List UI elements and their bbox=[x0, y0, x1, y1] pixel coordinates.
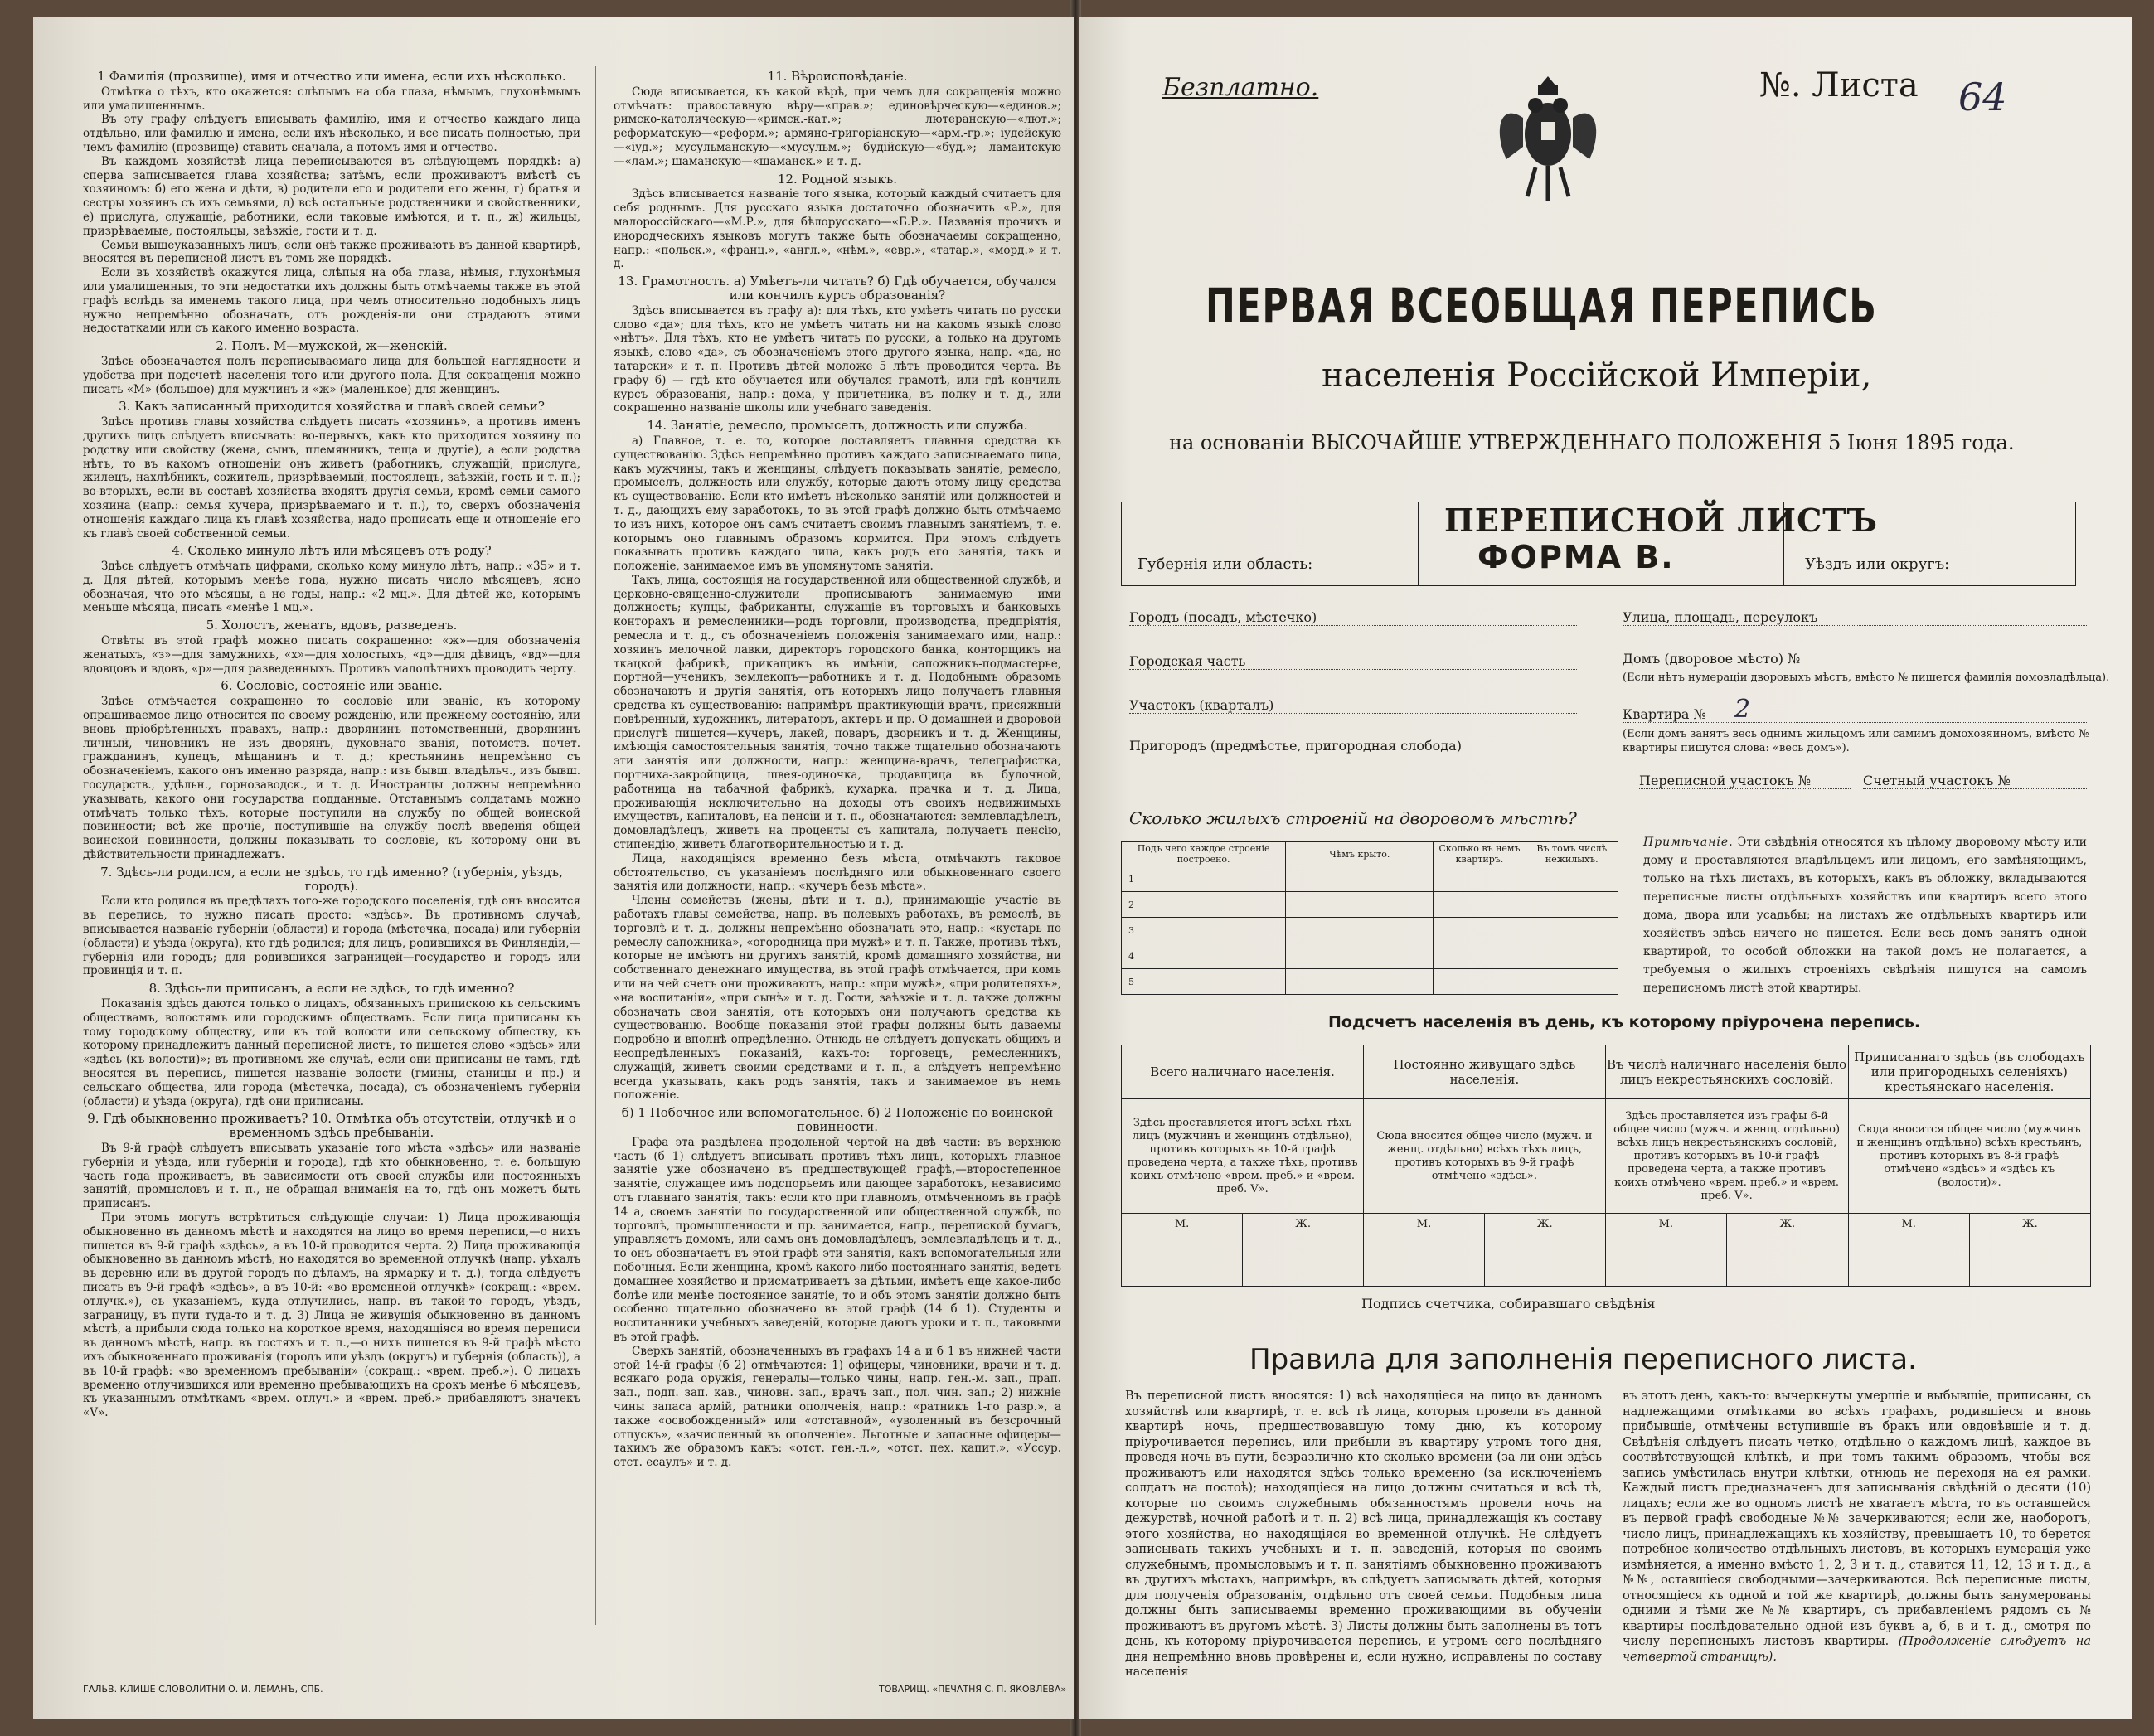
table-cell[interactable] bbox=[1434, 918, 1526, 943]
field-town[interactable]: Городъ (посадъ, мѣстечко) bbox=[1129, 609, 1577, 626]
count-header-cell: Приписаннаго здѣсь (въ слободахъ или пригородныхъ селеніяхъ) крестьянскаго населенія. bbox=[1848, 1045, 2090, 1099]
instructions-column-a bbox=[83, 66, 580, 1420]
field-count-plot[interactable]: Счетный участокъ № bbox=[1863, 773, 2087, 789]
instruction-paragraph: Отмѣтка о тѣхъ, кто окажется: слѣпымъ на оба глаза, нѣмымъ, глухонѣмымъ или умалишеннымъ. bbox=[83, 85, 580, 113]
instruction-paragraph: Здѣсь отмѣчается сокращенно то сословіе или званіе, къ которому опрашиваемое лицо относится по своему рожденію, или прежнему состоянію, или вновь пріобрѣтенныхъ правахъ, напр.: дворянинъ потомственный, дворянинъ личный, чиновникъ не изъ дворянъ, духовнаго званія, потомств. почет. гражданинъ, купецъ, мѣщанинъ и т. д.; крестьянинъ непремѣнно съ обозначеніемъ, какого онъ именно разряда, напр.: изъ бывш. владѣльч., изъ бывш. государств., удѣльн., горнозаводск., и т. д. Иностранцы должны непремѣнно указывать, какого они государства подданные. Отставнымъ солдатамъ можно отмѣчать только тѣхъ, которые поступили на службу по общей воинской повинности; всѣ же прочіе, поступившіе на службу послѣ введенія общей воинской повинности, должны показывать то сословіе, къ которому они въ дѣйствительности принадлежатъ. bbox=[83, 695, 580, 862]
instruction-paragraph: Въ эту графу слѣдуетъ вписывать фамилію, имя и отчество каждаго лица отдѣльно, или фамилію и имена, если ихъ нѣсколько, и все писать полностью, при чемъ фамилію (прозвище) ставить сначала, а потомъ имя и отчество. bbox=[83, 113, 580, 154]
rules-title: Правила для заполненія переписного листа. bbox=[1249, 1343, 1917, 1376]
instruction-paragraph: Здѣсь слѣдуетъ отмѣчать цифрами, сколько кому минуло лѣтъ, напр.: «35» и т. д. Для дѣтей, которымъ менѣе года, нужно писать число мѣсяцевъ, ясно обозначая, что это мѣсяцы, а не годы, напр.: «2 мц.». Для дѣтей же, которымъ меньше мѣсяца, писать «менѣе 1 мц.». bbox=[83, 560, 580, 615]
buildings-question: Сколько жилыхъ строеній на дворовомъ мѣстѣ? bbox=[1129, 808, 1577, 828]
buildings-header-cell: Чѣмъ крыто. bbox=[1286, 842, 1434, 866]
house-note: (Если нѣтъ нумераціи дворовыхъ мѣстъ, вмѣсто № пишется фамилія домовладѣльца). bbox=[1623, 672, 2110, 684]
table-row bbox=[1122, 918, 1618, 943]
count-cell[interactable] bbox=[1364, 1234, 1485, 1287]
table-cell[interactable] bbox=[1286, 969, 1434, 995]
buildings-header-cell: Подъ чего каждое строеніе построено. bbox=[1122, 842, 1286, 866]
form-title-line-1: ПЕРЕПИСНОЙ ЛИСТЪ bbox=[1444, 502, 1878, 539]
instruction-paragraph: Если въ хозяйствѣ окажутся лица, слѣпыя на оба глаза, нѣмыя, глухонѣмыя или умалишенныя, то эти недостатки ихъ должны быть отмѣчаемы также въ этой графѣ вслѣдъ за именемъ такого лица, при чемъ относительно подобныхъ лицъ нужно непремѣнно обозначать, отъ рожденія-ли они страдаютъ этими недостатками или съ какого именно возраста. bbox=[83, 266, 580, 336]
buildings-table-header bbox=[1122, 842, 1618, 866]
field-town-part[interactable]: Городская часть bbox=[1129, 653, 1577, 670]
count-cell[interactable] bbox=[1969, 1234, 2090, 1287]
instruction-heading: 4. Сколько минуло лѣтъ или мѣсяцевъ отъ роду? bbox=[172, 543, 492, 559]
instruction-paragraph: Если кто родился въ предѣлахъ того-же городского поселенія, гдѣ онъ вносится въ перепись, то нужно писать просто: «здѣсь». Въ противномъ случаѣ, вписывается названіе губерніи (области) и города (мѣстечка, посада) или губерніи (области) и уѣзда (округа), кто гдѣ родился; для лицъ, родившихся въ Финляндіи,—губернія или городъ; для родившихся заграницей—государство и городъ или провинція и т. п. bbox=[83, 895, 580, 978]
male-label: М. bbox=[1364, 1214, 1485, 1234]
instruction-paragraph: Показанія здѣсь даются только о лицахъ, обязанныхъ припискою къ сельскимъ обществамъ, волостямъ или городскимъ обществамъ. Если лица приписаны къ тому городскому обществу, или къ той волости или сельскому обществу, къ которому принадлежитъ данный переписной листъ, то пишется слово «здѣсь» или «здѣсь (къ волости)»; въ противномъ же случаѣ, если они приписаны не тамъ, гдѣ вносятся въ перепись, пишется названіе волости (гмины, станицы и пр.) и сельскаго общества, или города (мѣстечка, посада), съ обозначеніемъ губерніи (области) и уѣзда (округа), гдѣ они приписаны. bbox=[83, 997, 580, 1108]
instruction-heading: б) 1 Побочное или вспомогательное. б) 2 Положеніе по воинской повинности. bbox=[621, 1105, 1054, 1134]
instruction-heading: 14. Занятіе, ремесло, промыселъ, должность или служба. bbox=[647, 418, 1028, 434]
instruction-paragraph: Сюда вписывается, къ какой вѣрѣ, при чемъ для сокращенія можно отмѣчать: православную вѣру—«прав.»; единовѣрческую—«единов.»; римско-католическую—«римск.-кат.»; лютеранскую—«лют.»; реформатскую—«реформ.»; армяно-григоріанскую—«арм.-гр.»; іудейскую—«іуд.»; мусульманскую—«мусульм.»; будійскую—«буд.»; ламаитскую—«лам.»; шаманскую—«шаманск.» и т. д. bbox=[614, 85, 1061, 168]
sheet-number-handwritten: 64 bbox=[1958, 75, 2007, 119]
rules-continue-note: (Продолженіе слѣдуетъ на четвертой страницѣ). bbox=[1623, 1635, 2091, 1664]
instruction-heading: 7. Здѣсь-ли родился, а если не здѣсь, то гдѣ именно? (губернія, уѣздъ, городъ). bbox=[100, 864, 563, 894]
count-title: Подсчетъ населенія въ день, къ которому пріурочена перепись. bbox=[1328, 1013, 1921, 1031]
table-cell[interactable] bbox=[1526, 943, 1618, 969]
field-quarter[interactable]: Участокъ (кварталъ) bbox=[1129, 697, 1577, 714]
left-page bbox=[33, 17, 1074, 1719]
instruction-heading: 11. Вѣроисповѣданіе. bbox=[767, 69, 908, 84]
count-cell[interactable] bbox=[1727, 1234, 1849, 1287]
instruction-paragraph: Въ 9-й графѣ слѣдуетъ вписывать указаніе того мѣста «здѣсь» или названіе губерніи и уѣзда, или губерніи и города), гдѣ кто обыкновенно, т. е. большую часть года проживаетъ, въ зависимости отъ своей службы или постоянныхъ занятій, промысловъ и т. п., не обращая вниманія на то, гдѣ онъ можетъ быть приписанъ. bbox=[83, 1141, 580, 1211]
buildings-header-cell: Сколько въ немъ квартиръ. bbox=[1434, 842, 1526, 866]
table-cell[interactable] bbox=[1286, 892, 1434, 918]
instructions-column-b bbox=[614, 66, 1061, 1470]
instruction-heading: 2. Полъ. М—мужской, ж—женскій. bbox=[216, 338, 448, 354]
count-description: Сюда вносится общее число (мужч. и женщ. отдѣльно) всѣхъ тѣхъ лицъ, противъ которыхъ въ 9-й графѣ отмѣчено «здѣсь». bbox=[1364, 1099, 1605, 1214]
note-text: Эти свѣдѣнія относятся къ цѣлому дворовому мѣсту или дому и проставляются владѣльцемъ или лицомъ, его замѣняющимъ, только на тѣхъ листахъ, въ которыхъ, какъ въ обложку, вкладываются переписные листы отдѣльныхъ хозяйствъ или квартиръ всего этого дома, двора или усадьбы; на листахъ же отдѣльныхъ квартиръ или хозяйствъ здѣсь ничего не пишется. Если весь домъ занятъ одной квартирой, то особой обложки на такой домъ не полагается, а требуемыя о жилыхъ строеніяхъ свѣдѣнія пишутся на самомъ переписномъ листѣ этой квартиры. bbox=[1643, 836, 2088, 995]
table-cell[interactable] bbox=[1434, 969, 1526, 995]
instruction-paragraph: Въ каждомъ хозяйствѣ лица переписываются въ слѣдующемъ порядкѣ: а) сперва записывается глава хозяйства; затѣмъ, если проживаютъ вмѣстѣ съ хозяиномъ: б) его жена и дѣти, в) родители его и родители его жены, г) братья и сестры хозяинъ съ ихъ семьями, д) всѣ остальные родственники и свойственники, е) прислуга, служащіе, работники, если таковые имѣются, и т. п., ж) жильцы, призрѣваемые, постояльцы, заѣзжіе, гости и т. д. bbox=[83, 154, 580, 238]
table-cell[interactable] bbox=[1526, 892, 1618, 918]
rules-text-left: Въ переписной листъ вносятся: 1) всѣ находящіеся на лицо въ данномъ хозяйствѣ или квартирѣ, т. е. всѣ тѣ лица, которыя провели въ данной квартирѣ ночь, предшествовавшую тому дню, къ которому пріурочивается перепись, или прибыли въ квартиру утромъ того дня, проведя ночь въ пути, безразлично кто сколько времени (за ли они здѣсь проживаютъ или находятся здѣсь только временно (за исключеніемъ солдатъ на постоѣ); находящіеся на лицо должны считаться и всѣ тѣ, которые по своимъ служебнымъ обязанностямъ провели ночь на дежурствѣ, ночной работѣ и т. п. 2) всѣ лица, принадлежащія къ составу этого хозяйства, но находящіяся во временной отлучкѣ. Не слѣдуетъ записывать такихъ учебныхъ и т. п. заведеній, которыя по своимъ служебнымъ, промысловымъ и т. п. занятіямъ обыкновенно проживаютъ въ другихъ мѣстахъ, напримѣръ, въ слѣдуетъ записывать дѣтей, которыя для полученія образованія, отдѣльно отъ своей семьи. Подобныя лица должны быть записываемы временно проживающими въ обученіи проживаютъ въ другомъ мѣстѣ. 3) Листы должны быть заполнены въ тотъ день, къ которому пріурочивается перепись, и утромъ сего послѣдняго дня непремѣнно вновь провѣрены и, если нужно, исправлены по составу населенія bbox=[1125, 1389, 1602, 1679]
instruction-paragraph: Графа эта раздѣлена продольной чертой на двѣ части: въ верхнюю часть (б 1) слѣдуетъ вписывать противъ тѣхъ лицъ, которыхъ главное занятіе уже обозначено въ предшествующей графѣ,—второстепенное занятіе, служащее имъ подспорьемъ или дающее заработокъ, независимо отъ главнаго занятія, такъ: если кто при главномъ, отмѣченномъ въ графѣ 14 а, своемъ занятіи по государственной или общественной службѣ, по торговлѣ, промышленности и пр. занимается, напр., перепиской бумагъ, управляетъ домомъ, или самъ онъ домовладѣлецъ, землевладѣлецъ и т. д., то онъ обозначаетъ въ этой графѣ эти занятія, какъ вспомогательныя или побочныя. Если женщина, кромѣ какого-либо постояннаго занятія, ведетъ домашнее хозяйство и присматриваетъ за дѣтьми, имѣетъ еще какое-либо болѣе или менѣе постоянное занятіе, то и объ этомъ занятіи должно быть особенно тщательно обозначено въ этой графѣ (14 б 1). Студенты и воспитанники учебныхъ заведеній, которые даютъ уроки и т. п., таковыми въ этой графѣ. bbox=[614, 1135, 1061, 1344]
count-cell[interactable] bbox=[1243, 1234, 1364, 1287]
rules-right-body: въ этотъ день, какъ-то: вычеркнуты умершіе и выбывшіе, приписаны, съ надлежащими отмѣтками во всѣхъ графахъ, родившіеся и вновь прибывшіе, отмѣчены вступившіе въ бракъ или овдовѣвшіе и т. д. Свѣдѣнія слѣдуетъ писать четко, отдѣльно о каждомъ лицѣ, каждое въ соотвѣтствующей клѣткѣ, и при томъ такимъ образомъ, чтобы вся запись умѣстилась внутри клѣтки, отнюдь не переходя на ея рамки. Каждый листъ предназначенъ для записыванія свѣдѣній о десяти (10) лицахъ; если же во одномъ листѣ не хватаетъ мѣста, то въ оставшейся въ первой графѣ свободные №№ зачеркиваются; если же, наоборотъ, число лицъ, принадлежащихъ къ хозяйству, превышаетъ 10, то берется потребное количество отдѣльныхъ листовъ, въ которыхъ нумерація уже измѣняется, а именно вмѣсто 1, 2, 3 и т. д., ставится 11, 12, 13 и т. д., а №№, оставшіеся свободными—зачеркиваются. Всѣ переписные листы, относящіеся къ одной и той же квартирѣ, должны быть занумерованы одними и тѣми же №№ квартиръ, съ прибавленіемъ рядомъ съ № квартиры послѣдовательно одной изъ буквъ а, б, в и т. д., смотря по числу переписныхъ листовъ квартиры. bbox=[1623, 1389, 2091, 1648]
census-subtitle: населенія Россійской Имперіи, bbox=[1322, 356, 1872, 395]
instruction-heading: 12. Родной языкъ. bbox=[777, 171, 898, 187]
province-label: Губернія или область: bbox=[1138, 555, 1313, 573]
instruction-paragraph: Семьи вышеуказанныхъ лицъ, если онѣ также проживаютъ въ данной квартирѣ, вносятся въ переписной листъ въ томъ же порядкѣ. bbox=[83, 238, 580, 266]
right-page bbox=[1079, 17, 2132, 1719]
table-row bbox=[1122, 892, 1618, 918]
field-street[interactable]: Улица, площадь, переулокъ bbox=[1623, 609, 2087, 626]
table-cell[interactable] bbox=[1434, 943, 1526, 969]
instruction-paragraph: Сверхъ занятій, обозначенныхъ въ графахъ 14 а и б 1 въ нижней части этой 14-й графы (б 2) отмѣчаются: 1) офицеры, чиновники, врачи и т. д. всякаго рода оружія, генералы—только чины, напр. ген.-м. зап., прап. зап., подп. зап. кав., чиновн. зап., врачъ зап., пол. чин. зап.; 2) нижніе чины запаса армій, ратники ополченія, напр.: «ратникъ 1-го разр.», а также «освобожденный» или «отставной», «уволенный въ безсрочный отпускъ», «зачисленный въ ополченіе». Льготные и запасные офицеры—такимъ же образомъ какъ: «отст. ген.-л.», «отст. пех. капит.», «Уссур. отст. есаулъ» и т. д. bbox=[614, 1344, 1061, 1470]
instruction-paragraph: Здѣсь вписывается въ графу а): для тѣхъ, кто умѣетъ читать по русски слово «да»; для тѣхъ, кто не умѣетъ читать ни на какомъ языкѣ слово «нѣтъ». Для тѣхъ, кто не умѣетъ читать по русски, а только на другомъ языкѣ, слово «да», съ обозначеніемъ этого другого языка, напр. «да, но татарски» и т. п. Противъ дѣтей моложе 5 лѣтъ проводится черта. Въ графу б) — гдѣ кто обучается или обучался грамотѣ, или гдѣ кончилъ курсъ образованія, напр.: дома, у причетника, въ полку и т. д., или сокращенно названіе школы или учебнаго заведенія. bbox=[614, 303, 1061, 415]
male-label: М. bbox=[1848, 1214, 1969, 1234]
district-label: Уѣздъ или округъ: bbox=[1805, 555, 1950, 573]
population-count-table bbox=[1121, 1045, 2091, 1287]
instruction-paragraph: Отвѣты въ этой графѣ можно писать сокращенно: «ж»—для обозначенія женатыхъ, «з»—для замужнихъ, «х»—для холостыхъ, «д»—для дѣвицъ, «вд»—для вдовцовъ и вдовъ, «р»—для разведенныхъ. Противъ малолѣтнихъ проводить черту. bbox=[83, 634, 580, 676]
enumerator-signature-field[interactable]: Подпись счетчика, собиравшаго свѣдѣнія bbox=[1361, 1296, 1826, 1312]
female-label: Ж. bbox=[1969, 1214, 2090, 1234]
buildings-note bbox=[1643, 833, 2087, 997]
table-cell[interactable] bbox=[1526, 866, 1618, 892]
instruction-heading: 13. Грамотность. а) Умѣетъ-ли читать? б) Гдѣ обучается, обучался или кончилъ курсъ образованія? bbox=[618, 274, 1057, 303]
table-row bbox=[1122, 943, 1618, 969]
instruction-heading: 9. Гдѣ обыкновенно проживаетъ? 10. Отмѣтка объ отсутствіи, отлучкѣ и о временномъ здѣсь пребываніи. bbox=[87, 1111, 576, 1141]
count-cell[interactable] bbox=[1122, 1234, 1243, 1287]
count-header-cell: Постоянно живущаго здѣсь населенія. bbox=[1364, 1045, 1605, 1099]
row-number: 4 bbox=[1122, 943, 1286, 969]
field-apartment[interactable]: Квартира № bbox=[1623, 706, 2087, 723]
row-number: 2 bbox=[1122, 892, 1286, 918]
instruction-heading: 5. Холостъ, женатъ, вдовъ, разведенъ. bbox=[206, 618, 458, 633]
female-label: Ж. bbox=[1484, 1214, 1605, 1234]
field-census-plot[interactable]: Переписной участокъ № bbox=[1639, 773, 1851, 789]
table-cell[interactable] bbox=[1526, 969, 1618, 995]
apartment-note: (Если домъ занятъ весь однимъ жильцомъ или самимъ домохозяиномъ, вмѣсто № квартиры пишутся слова: «весь домъ»). bbox=[1623, 728, 2089, 754]
table-cell[interactable] bbox=[1286, 866, 1434, 892]
count-description: Сюда вносится общее число (мужчинъ и женщинъ отдѣльно) всѣхъ крестьянъ, противъ которыхъ въ 8-й графѣ отмѣчено «здѣсь» и «здѣсь къ (волости)». bbox=[1848, 1099, 2090, 1214]
instruction-paragraph: Здѣсь противъ главы хозяйства слѣдуетъ писать «хозяинъ», а противъ именъ другихъ лицъ слѣдуетъ вписывать: во-первыхъ, какъ кто приходится хозяину по родству или свойству (жена, сынъ, племянникъ, теща и другіе), а если родства нѣтъ, то въ какомъ отношеніи онъ живетъ (работникъ, служащій, прислуга, жилецъ, нахлѣбникъ, сожитель, призрѣваемый, постоялецъ, заѣзжій, гость и т. п.); во-вторыхъ, если въ составѣ хозяйства входятъ другія семьи, кромѣ семьи самого хозяина (напр.: семья кучера, призрѣваемаго и т. п.), то, сверхъ обозначенія отношенія каждаго лица къ главѣ хозяйства, надо прописать еще и отношеніе его къ главѣ своей собственной семьи. bbox=[83, 415, 580, 541]
instruction-paragraph: а) Главное, т. е. то, которое доставляетъ главныя средства къ существованію. Здѣсь непремѣнно противъ каждаго записываемаго лица, какъ мужчины, такъ и женщины, слѣдуетъ показывать занятіе, ремесло, промыселъ, должность или службу, которые даютъ этому лицу средства къ существованію. Если кто имѣетъ нѣсколько занятій или должностей и т. д., дающихъ ему заработокъ, то въ этой графѣ должно быть отмѣчаемо то изъ нихъ, которое онъ самъ считаетъ своимъ главнымъ занятіемъ, т. е. которымъ оно главнымъ образомъ кормится. При этомъ слѣдуетъ показывать противъ каждаго лица, какъ родъ его занятія, такъ и положеніе, занимаемое имъ въ упомянутомъ занятіи. bbox=[614, 434, 1061, 574]
instruction-heading: 1 Фамилія (прозвище), имя и отчество или имена, если ихъ нѣсколько. bbox=[97, 69, 566, 84]
imprint-right: ТОВАРИЩ. «ПЕЧАТНЯ С. П. ЯКОВЛЕВА» bbox=[879, 1684, 1067, 1695]
instruction-paragraph: При этомъ могутъ встрѣтиться слѣдующіе случаи: 1) Лица проживающія обыкновенно въ данномъ мѣстѣ и находятся на лицо во время переписи,—о нихъ пишется въ 9-й графѣ «здѣсь», а въ 10-й проводится черта. 2) Лица проживающія обыкновенно въ данномъ мѣстѣ, но находятся во временной отлучкѣ (напр. уѣхалъ въ деревню или въ другой городъ по дѣламъ, на ярмарку и т. д.), тогда слѣдуетъ писать въ 9-й графѣ «здѣсь», а въ 10-й: «во временной отлучкѣ» (сокращ.: «врем. отлучк.»), съ указаніемъ, куда отлучились, напр. въ такой-то городъ, уѣздъ, заграницу, въ пути туда-то и т. д. 3) Лица не живущія обыкновенно въ данномъ мѣстѣ, а прибыли сюда только на короткое время, находящіяся во время переписи въ данномъ мѣстѣ, напр. въ гостяхъ и т. п.,—о нихъ пишется въ 9-й графѣ мѣсто ихъ обыкновеннаго проживанія (городъ или уѣздъ (округъ) и губернія (область)), а въ 10-й графѣ: «во временномъ пребываніи» (сокращ.: «врем. преб.»). О лицахъ временно отлучившихся или временно пребывающихъ на срокъ менѣе 6 мѣсяцевъ, къ указаннымъ отмѣткамъ «врем. отлуч.» и «врем. преб.» прибавляютъ значекъ «V». bbox=[83, 1210, 580, 1420]
instruction-heading: 3. Какъ записанный приходится хозяйства и главѣ своей семьи? bbox=[119, 399, 545, 415]
row-number: 3 bbox=[1122, 918, 1286, 943]
count-cell[interactable] bbox=[1848, 1234, 1969, 1287]
free-label: Безплатно. bbox=[1162, 73, 1319, 102]
row-number: 1 bbox=[1122, 866, 1286, 892]
apartment-handwritten: 2 bbox=[1734, 695, 1751, 724]
buildings-table bbox=[1121, 841, 1618, 995]
form-title-line-2: ФОРМА В. bbox=[1477, 539, 1675, 575]
instruction-heading: 6. Сословіе, состояніе или званіе. bbox=[221, 678, 443, 694]
instruction-paragraph: Здѣсь обозначается полъ переписываемаго лица для большей наглядности и удобства при подсчетѣ населенія того или другого пола. Для сокращенія можно писать «М» (большое) для мужчинъ и «ж» (маленькое) для женщинъ. bbox=[83, 354, 580, 396]
buildings-header-cell: Въ томъ числѣ нежилыхъ. bbox=[1526, 842, 1618, 866]
instruction-paragraph: Члены семействъ (жены, дѣти и т. д.), принимающіе участіе въ работахъ главы семейства, напр. въ полевыхъ работахъ, въ ремеслѣ, въ торговлѣ и т. д., должны непремѣнно обозначать это, напр.: «кустарь по ремеслу сапожника», «огородница при мужѣ» и т. п. Также, противъ тѣхъ, которые не имѣютъ ни другихъ занятій, кромѣ домашняго хозяйства, ни собственнаго денежнаго имущества, въ этой графѣ отмѣчается, при комъ или на чей счетъ они проживаютъ, напр.: «при мужѣ», «при родителяхъ», «на воспитаніи», «при сынѣ» и т. д. Гости, заѣзжіе и т. д. также должны обозначать свои занятія, отъ которыхъ они получаютъ средства къ существованію. Вообще показанія этой графы должны быть даваемы подробно и вполнѣ опредѣленно. Отнюдь не слѣдуетъ допускать общихъ и неопредѣленныхъ показаній, какъ-то: торговецъ, ремесленникъ, служащій, живетъ своими средствами и т. п., а слѣдуетъ непремѣнно всегда указывать, какъ родъ занятія, такъ и занимаемое въ немъ положеніе. bbox=[614, 894, 1061, 1103]
instruction-paragraph: Лица, находящіяся временно безъ мѣста, отмѣчаютъ таковое обстоятельство, съ указаніемъ послѣдняго или обыкновеннаго своего занятія или должности, напр.: «кучеръ безъ мѣста». bbox=[614, 851, 1061, 894]
count-header-cell: Въ числѣ наличнаго населенія было лицъ некрестьянскихъ сословій. bbox=[1605, 1045, 1848, 1099]
count-cell[interactable] bbox=[1484, 1234, 1605, 1287]
imprint-left: ГАЛЬВ. КЛИШЕ СЛОВОЛИТНИ О. И. ЛЕМАНЪ, СПБ. bbox=[83, 1684, 323, 1695]
count-description: Здѣсь проставляется изъ графы 6-й общее число (мужч. и женщ. отдѣльно) всѣхъ лицъ некрестьянскихъ сословій, противъ которыхъ въ 10-й графѣ проведена черта, а также противъ коихъ отмѣчено «врем. преб.» и «врем. преб. V». bbox=[1605, 1099, 1848, 1214]
count-description: Здѣсь проставляется итогъ всѣхъ тѣхъ лицъ (мужчинъ и женщинъ отдѣльно), противъ которыхъ въ 10-й графѣ проведена черта, а также тѣхъ, противъ коихъ отмѣчено «врем. преб.» и «врем. преб. V». bbox=[1122, 1099, 1364, 1214]
table-row bbox=[1122, 969, 1618, 995]
field-suburb[interactable]: Пригородъ (предмѣстье, пригородная слобода) bbox=[1129, 738, 1577, 754]
female-label: Ж. bbox=[1243, 1214, 1364, 1234]
instruction-paragraph: Такъ, лица, состоящія на государственной или общественной службѣ, и церковно-священно-служители прописываютъ занимаемую ими должность; купцы, фабриканты, служащіе въ торговыхъ и банковыхъ конторахъ и ремесленники—родъ торговли, производства, предпріятія, ремесла и т. д., съ обозначеніемъ положенія занимаемаго ими, напр.: хозяинъ мелочной лавки, директоръ городского банка, конторщикъ на ткацкой фабрикѣ, прикащикъ въ имѣніи, сапожникъ-подмастерье, портной—ученикъ, землекопъ—работникъ и т. д. Подобнымъ образомъ обозначаютъ и другія занятія, отъ которыхъ лицо получаетъ главныя средства къ существованію: напримѣръ практикующій врачъ, присяжный повѣренный, художникъ, литераторъ, актеръ и пр. О домашней и дворовой прислугѣ пишется—кучеръ, лакей, поваръ, дворникъ и т. д. Женщины, имѣющія самостоятельныя занятія, точно также тщательно обозначаютъ эти занятія или должности, напр.: женщина-врачъ, телеграфистка, портниха-закройщица, швея-одиночка, продавщица въ булочной, работница на табачной фабрикѣ, кухарка, прачка и т. д. Лица, проживающія исключительно на доходы отъ своихъ недвижимыхъ имуществъ, капиталовъ, на пенсіи и т. п., обозначаются: землевладѣлецъ, домовладѣлецъ, живетъ на проценты съ капитала, получаетъ пенсію, стипендію, живетъ благотворительностью и т. д. bbox=[614, 573, 1061, 852]
count-cell[interactable] bbox=[1605, 1234, 1726, 1287]
male-label: М. bbox=[1605, 1214, 1726, 1234]
count-header-cell: Всего наличнаго населенія. bbox=[1122, 1045, 1364, 1099]
legal-basis-line: на основаніи ВЫСОЧАЙШЕ УТВЕРЖДЕННАГО ПОЛОЖЕНІЯ 5 Іюня 1895 года. bbox=[1169, 431, 2015, 454]
instruction-paragraph: Здѣсь вписывается названіе того языка, который каждый считаетъ для себя роднымъ. Для русскаго языка достаточно обозначить «Р.», для малороссійскаго—«М.Р.», для бѣлорусскаго—«Б.Р.». Названія прочихъ и инородческихъ языковъ могутъ также быть обозначаемы сокращенно, напр.: «польск.», «франц.», «англ.», «нѣм.», «евр.», «татар.», «морд.» и т. д. bbox=[614, 187, 1061, 271]
sheet-number-label: №. Листа bbox=[1759, 66, 1919, 104]
count-table-description-row bbox=[1122, 1099, 2091, 1214]
rules-text-right bbox=[1623, 1389, 2091, 1665]
count-table-sex-row bbox=[1122, 1214, 2091, 1234]
table-cell[interactable] bbox=[1526, 918, 1618, 943]
field-house[interactable]: Домъ (дворовое мѣсто) № bbox=[1623, 651, 2087, 667]
count-table-header bbox=[1122, 1045, 2091, 1099]
table-cell[interactable] bbox=[1286, 943, 1434, 969]
female-label: Ж. bbox=[1727, 1214, 1849, 1234]
table-row bbox=[1122, 866, 1618, 892]
count-table-value-row bbox=[1122, 1234, 2091, 1287]
census-title: ПЕРВАЯ ВСЕОБЩАЯ ПЕРЕПИСЬ bbox=[1206, 278, 1878, 334]
table-cell[interactable] bbox=[1286, 918, 1434, 943]
double-headed-eagle-emblem bbox=[1490, 68, 1606, 209]
male-label: М. bbox=[1122, 1214, 1243, 1234]
table-cell[interactable] bbox=[1434, 866, 1526, 892]
column-divider bbox=[595, 66, 596, 1625]
row-number: 5 bbox=[1122, 969, 1286, 995]
instruction-heading: 8. Здѣсь-ли приписанъ, а если не здѣсь, то гдѣ именно? bbox=[148, 981, 515, 997]
table-cell[interactable] bbox=[1434, 892, 1526, 918]
note-title: Примѣчаніе. bbox=[1643, 836, 1734, 849]
